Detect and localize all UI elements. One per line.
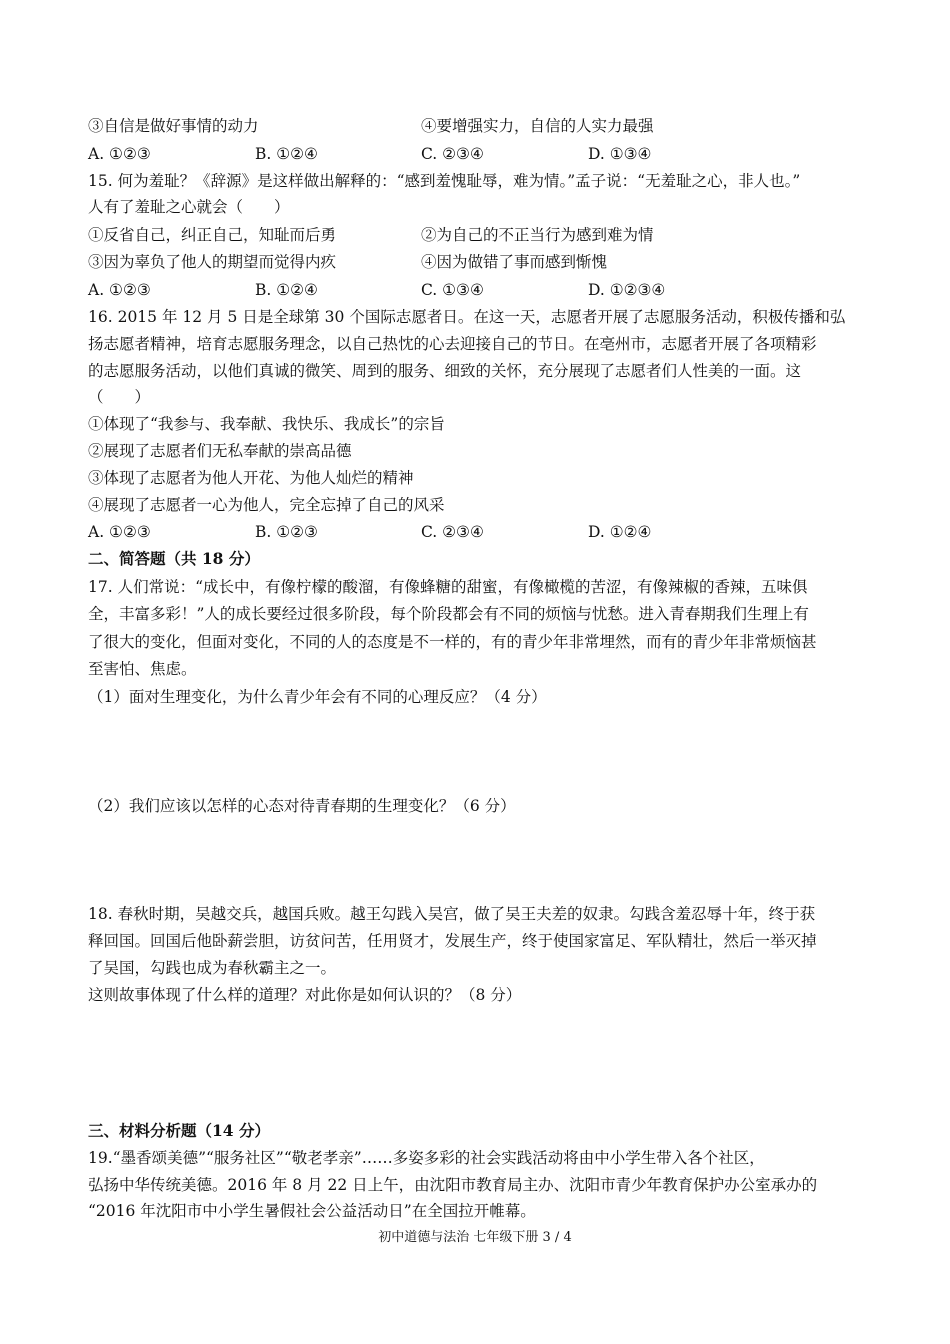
q16-item-2: ②展现了志愿者们无私奉献的崇高品德: [88, 442, 352, 460]
q15-option-c: C. ①③④: [421, 281, 484, 299]
q15-option-b: B. ①②④: [255, 281, 318, 299]
q14-option-b: B. ①②④: [255, 145, 318, 163]
q16-item-1: ①体现了“我参与、我奉献、我快乐、我成长”的宗旨: [88, 415, 445, 433]
q16-item-4: ④展现了志愿者一心为他人，完全忘掉了自己的风采: [88, 496, 445, 514]
q14-option-a: A. ①②③: [88, 145, 151, 163]
q17-sub-question-1: （1）面对生理变化，为什么青少年会有不同的心理反应？（4 分）: [88, 688, 547, 706]
q14-item-3: ③自信是做好事情的动力: [88, 117, 259, 135]
q17-line-1: 17. 人们常说：“成长中，有像柠檬的酸溜，有像蜂糖的甜蜜，有像橄榄的苦涩，有像辣椒的香辣，五味俱: [88, 578, 808, 596]
q17-sub-question-2: （2）我们应该以怎样的心态对待青春期的生理变化？（6 分）: [88, 797, 516, 815]
q16-stem-line-2: 扬志愿者精神，培育志愿服务理念，以自己热忱的心去迎接自己的节日。在亳州市，志愿者开展了各项精彩: [88, 335, 817, 353]
q16-option-a: A. ①②③: [88, 523, 151, 541]
q16-stem-line-1: 16. 2015 年 12 月 5 日是全球第 30 个国际志愿者日。在这一天，志愿者开展了志愿服务活动，积极传播和弘: [88, 308, 846, 326]
q14-option-d: D. ①③④: [588, 145, 652, 163]
q15-item-3: ③因为辜负了他人的期望而觉得内疚: [88, 253, 337, 271]
q16-option-c: C. ②③④: [421, 523, 484, 541]
q16-options: [88, 522, 868, 542]
section-3-heading: 三、材料分析题（14 分）: [88, 1121, 270, 1140]
q15-item-2: ②为自己的不正当行为感到难为情: [421, 226, 654, 244]
q19-line-2: 弘扬中华传统美德。2016 年 8 月 22 日上午，由沈阳市教育局主办、沈阳市青少年教育保护办公室承办的: [88, 1176, 818, 1194]
q16-stem-line-3: 的志愿服务活动，以他们真诚的微笑、周到的服务、细致的关怀，充分展现了志愿者们人性美的一面。这: [88, 362, 802, 380]
q14-options: [88, 144, 868, 164]
page-footer: 初中道德与法治 七年级下册 3 / 4: [378, 1230, 572, 1245]
q15-options: [88, 280, 868, 300]
q17-line-2: 全，丰富多彩！”人的成长要经过很多阶段，每个阶段都会有不同的烦恼与忧愁。进入青春期我们生理上有: [88, 605, 809, 623]
q16-item-3: ③体现了志愿者为他人开花、为他人灿烂的精神: [88, 469, 414, 487]
q16-option-b: B. ①②③: [255, 523, 318, 541]
q15-option-a: A. ①②③: [88, 281, 151, 299]
q19-line-3: “2016 年沈阳市中小学生暑假社会公益活动日”在全国拉开帷幕。: [88, 1202, 536, 1220]
q14-items-row: [88, 116, 868, 136]
q16-stem-line-4: （ ）: [88, 388, 151, 406]
q17-line-4: 至害怕、焦虑。: [88, 660, 197, 678]
q19-line-1: 19.“墨香颂美德”“服务社区”“敬老孝亲”……多姿多彩的社会实践活动将由中小学生带入各个社区，: [88, 1149, 765, 1167]
q15-option-d: D. ①②③④: [588, 281, 666, 299]
q15-items-row-1: [88, 225, 868, 245]
q16-option-d: D. ①②④: [588, 523, 652, 541]
q14-item-4: ④要增强实力，自信的人实力最强: [421, 117, 654, 135]
q18-question: 这则故事体现了什么样的道理？对此你是如何认识的？（8 分）: [88, 986, 522, 1004]
q18-line-1: 18. 春秋时期，吴越交兵，越国兵败。越王勾践入吴宫，做了吴王夫差的奴隶。勾践含羞忍辱十年，终于获: [88, 905, 816, 923]
q15-stem-line-2: 人有了羞耻之心就会（ ）: [88, 198, 290, 216]
q15-stem-line-1: 15. 何为羞耻？《辞源》是这样做出解释的：“感到羞愧耻辱，难为情。”孟子说：“无羞耻之心，非人也。”: [88, 172, 801, 190]
q15-item-4: ④因为做错了事而感到惭愧: [421, 253, 608, 271]
q18-line-2: 释回国。回国后他卧薪尝胆，访贫问苦，任用贤才，发展生产，终于使国家富足、军队精壮，然后一举灭掉: [88, 932, 817, 950]
q15-items-row-2: [88, 252, 868, 272]
section-2-heading: 二、简答题（共 18 分）: [88, 549, 260, 568]
q14-option-c: C. ②③④: [421, 145, 484, 163]
q15-item-1: ①反省自己，纠正自己，知耻而后勇: [88, 226, 337, 244]
q17-line-3: 了很大的变化，但面对变化，不同的人的态度是不一样的，有的青少年非常埋然，而有的青少年非常烦恼甚: [88, 633, 817, 651]
q18-line-3: 了吴国，勾践也成为春秋霸主之一。: [88, 959, 337, 977]
